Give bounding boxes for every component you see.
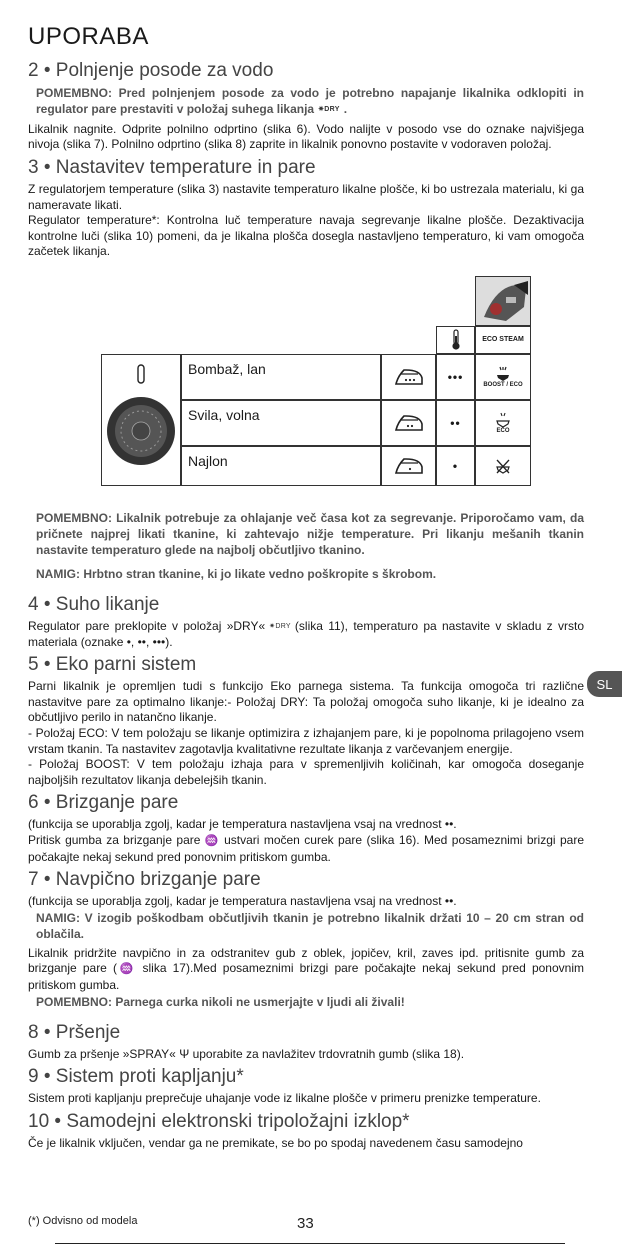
- steam-image-cell: [475, 276, 531, 326]
- steam-setting-cell: [475, 446, 531, 486]
- spray-icon: Ψ: [179, 1046, 190, 1061]
- page-number: 33: [297, 1215, 314, 1232]
- temperature-dial-icon: [102, 355, 180, 485]
- dry-icon: ✷DRY: [318, 105, 340, 113]
- section-6-body-2: Pritisk gumba za brizganje pare ♒ ustvari močen curek pare (slika 16). Med posameznimi brizgi pare počakajte nekaj sekund pred ponovnim pritiskom gumba.: [28, 832, 584, 864]
- section-2-note: POMEMBNO: Pred polnjenjem posode za vodo je potrebno napajanje likalnika odklopiti in regulator pare prestaviti v položaj suhega likanja ✷DRY .: [36, 86, 584, 116]
- no-steam-icon: [495, 458, 511, 474]
- steam-burst-icon: ♒: [117, 963, 137, 976]
- iron-two-dots-icon: [392, 414, 426, 432]
- section-9-body: Sistem proti kapljanju preprečuje uhajanje vode iz likalne plošče v primeru prenizke temperature.: [28, 1091, 541, 1106]
- important-note-cooling: POMEMBNO: Likalnik potrebuje za ohlajanje več časa kot za segrevanje. Priporočamo vam, da pričnete najprej likati tkanine, ki zahtevajo nižje temperature. Pri likanju mešanih tkanin nastavite temperaturo glede na najbolj občutljivo tkanino.: [36, 510, 584, 557]
- section-8-body: Gumb za pršenje »SPRAY« Ψ uporabite za navlažitev trdovratnih gumb (slika 18).: [28, 1046, 465, 1061]
- footnote: (*) Odvisno od modela: [28, 1215, 138, 1227]
- iron-icon-cell: [381, 446, 436, 486]
- section-7-heading: 7 • Navpično brizganje pare: [28, 869, 261, 891]
- section-5-body-3: - Položaj BOOST: V tem položaju izhaja para v spremenljivih količinah, kar omogoča doseganje najboljših rezultatov likanja debelejših tkanin.: [28, 757, 584, 787]
- table-row-label: Bombaž, lan: [181, 354, 381, 400]
- section-7-body-1: (funkcija se uporablja zgolj, kadar je temperatura nastavljena vsaj na vrednost ••.: [28, 894, 457, 909]
- page-title: UPORABA: [28, 23, 149, 50]
- iron-icon-cell: [381, 400, 436, 446]
- iron-photo-icon: [476, 277, 530, 325]
- section-2-heading: 2 • Polnjenje posode za vodo: [28, 60, 274, 81]
- thermometer-icon: [451, 329, 461, 351]
- section-4-body: Regulator pare preklopite v položaj »DRY« ✷DRY (slika 11), temperaturo pa nastavite v skladu z vrsto materiala (oznake •, ••, •••).: [28, 618, 585, 649]
- temperature-dots: ••: [436, 400, 475, 446]
- section-8-heading: 8 • Pršenje: [28, 1021, 121, 1043]
- section-5-heading: 5 • Eko parni sistem: [28, 654, 197, 676]
- section-3-body-2: Regulator temperature*: Kontrolna luč temperature navaja segrevanje likalne plošče. Dezaktivacija kontrolne luči (slika 10) pomeni, da je likalna plošča dosegla nastavljeno temperaturo, ki vam omogoča začetek likanja.: [28, 213, 584, 259]
- section-10-heading: 10 • Samodejni elektronski tripoložajni izklop*: [28, 1110, 410, 1132]
- steam-setting-cell: [475, 354, 531, 400]
- temperature-dial-cell: [101, 354, 181, 486]
- steam-burst-icon: ♒: [204, 834, 220, 847]
- section-7-tip: NAMIG: V izogib poškodbam občutljivih tkanin je potrebno likalnik držati 10 – 20 cm stran od oblačila.: [36, 910, 584, 941]
- section-10-body: Če je likalnik vključen, vendar ga ne premikate, se bo po spodaj navedenem času samodejno: [28, 1135, 523, 1150]
- eco-steam-icon: [495, 412, 511, 428]
- iron-one-dot-icon: [392, 457, 426, 475]
- section-4-heading: 4 • Suho likanje: [28, 593, 160, 615]
- section-7-important: POMEMBNO: Parnega curka nikoli ne usmerjajte v ljudi ali živali!: [36, 994, 405, 1009]
- temperature-dots: •: [436, 446, 475, 486]
- iron-icon-cell: [381, 354, 436, 400]
- section-6-body-1: (funkcija se uporablja zgolj, kadar je temperatura nastavljena vsaj na vrednost ••.: [28, 817, 457, 832]
- bottom-divider: [55, 1243, 565, 1244]
- language-tab: SL: [587, 671, 622, 697]
- boost-steam-icon: [495, 366, 511, 382]
- section-3-heading: 3 • Nastavitev temperature in pare: [28, 157, 316, 179]
- table-row-label: Najlon: [181, 446, 381, 486]
- temperature-table: [28, 270, 584, 510]
- section-9-heading: 9 • Sistem proti kapljanju*: [28, 1066, 244, 1088]
- eco-steam-label: ECO STEAM: [482, 336, 524, 344]
- page-content: [28, 22, 584, 1151]
- section-7-body-2: Likalnik pridržite navpično in za odstranitev gub z oblek, jopičev, kril, zaves ipd. pritisnite gumb za brizganje pare (♒ slika 17).Med posameznimi brizgi pare počakajte nekaj sekund pred ponovnim pritiskom gumba.: [28, 945, 584, 992]
- tip-starch: NAMIG: Hrbtno stran tkanine, ki jo likate vedno poškropite s škrobom.: [36, 566, 437, 581]
- eco-steam-header-cell: [475, 326, 531, 354]
- steam-setting-cell: [475, 400, 531, 446]
- section-5-body-2: - Položaj ECO: V tem položaju se likanje optimizira z izhajanjem pare, ki je popolnoma prilagojeno vsem vrstam tkanin. Ta nastavitev zagotavlja kvalitativne rezultate likanja z varčevanjem energije.: [28, 725, 584, 756]
- section-2-body: Likalnik nagnite. Odprite polnilno odprtino (slika 6). Vodo nalijte v posodo vse do oznake najvišjega nivoja (slika 7). Polnilno odprtino (slika 8) zaprite in likalnik ponovno postavite v vodoraven položaj.: [28, 121, 584, 152]
- dry-icon: ✷DRY: [269, 623, 291, 631]
- thermometer-header-cell: [436, 326, 475, 354]
- section-5-body-1: Parni likalnik je opremljen tudi s funkcijo Eko parnega sistema. Ta funkcija omogoča tri različne nastavitve pare za optimalno likanje:- Položaj DRY: Ta položaj omogoča suho likanje, ki je idealno za občutljivo perilo in natančno likanje.: [28, 679, 584, 725]
- section-6-heading: 6 • Brizganje pare: [28, 792, 179, 814]
- steam-setting-label: ECO: [496, 427, 510, 434]
- temperature-dots: •••: [436, 354, 475, 400]
- section-3-body-1: Z regulatorjem temperature (slika 3) nastavite temperaturo likalne plošče, ki bo ustrezala materialu, ki ga nameravate likati.: [28, 182, 584, 212]
- steam-setting-label: BOOST / ECO: [483, 381, 523, 388]
- iron-three-dots-icon: [392, 368, 426, 386]
- table-row-label: Svila, volna: [181, 400, 381, 446]
